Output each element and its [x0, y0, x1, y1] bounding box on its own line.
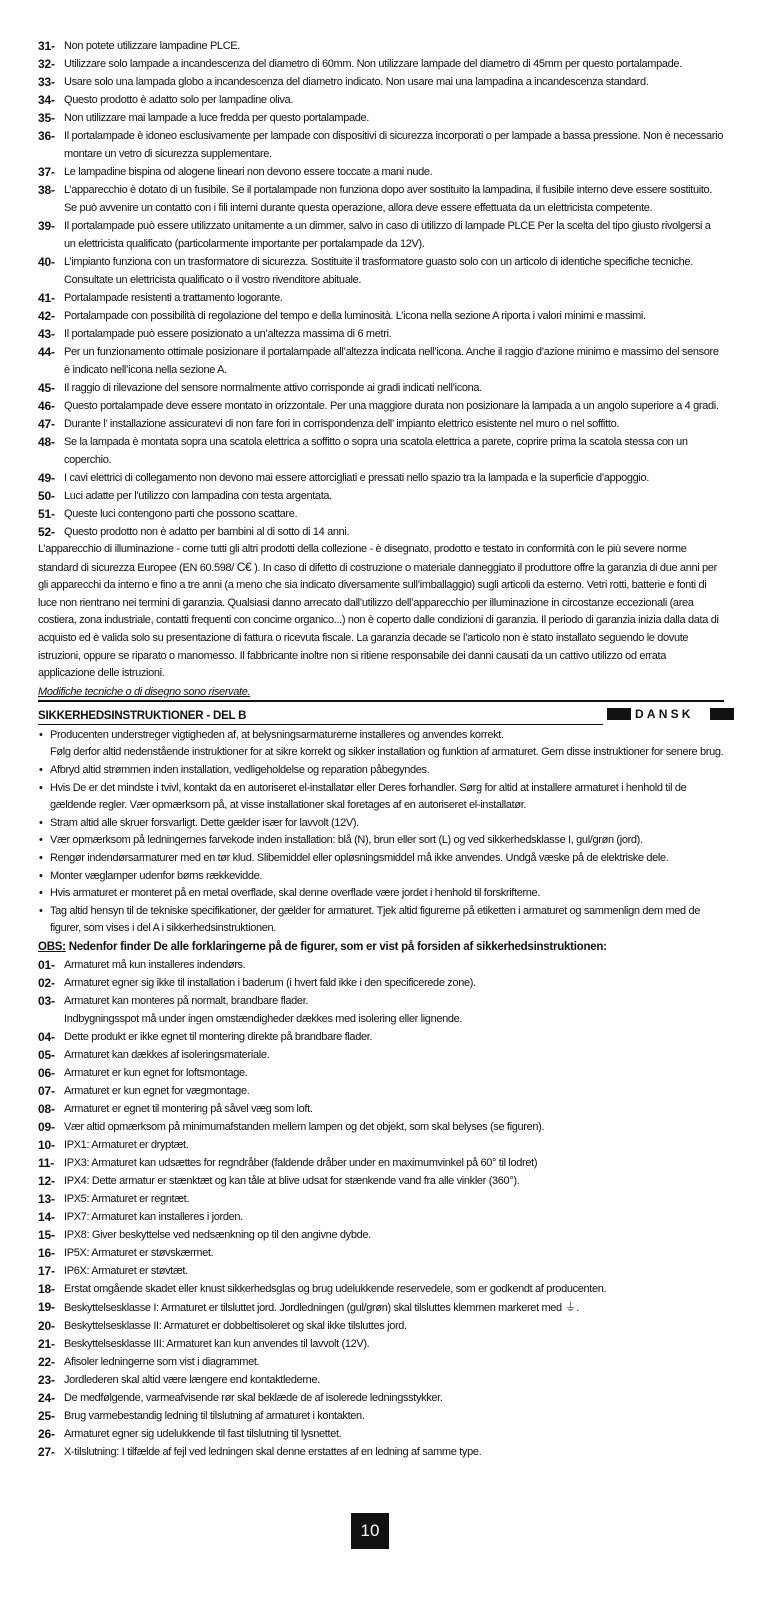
bullet-icon: •: [39, 904, 43, 917]
bullet-text: Afbryd altid strømmen inden installation, vedligeholdelse og reparation påbegyndes.: [50, 763, 430, 776]
list-item: [38, 73, 724, 91]
bullet-icon: •: [39, 887, 43, 900]
section-title: SIKKERHEDSINSTRUKTIONER - DEL B: [38, 708, 603, 725]
list-item: [38, 1389, 724, 1407]
danish-section-header: [38, 705, 724, 727]
item-text: Erstat omgående skadet eller knust sikkerhedsglas og brug udelukkende reservedele, som er godkendt af producenten.: [64, 1282, 607, 1295]
item-text: IPX4: Dette armatur er stænktæt og kan tåle at blive udsat for stænkende vand fra alle vinkler (360°).: [64, 1174, 520, 1187]
item-text: Durante l’ installazione assicuratevi di non fare fori in corrispondenza dell’ impianto elettrico esistente nel muro o nel soffitto.: [64, 418, 620, 430]
bullet-item: [38, 850, 724, 868]
list-item: [38, 1100, 724, 1118]
list-item: [38, 379, 724, 397]
bullet-text: Hvis De er det mindste i tvivl, kontakt da en autoriseret el-installatør eller Deres forhandler. Sørg for altid at installere armaturet i henhold til de gældende regler. Vær opmærksom på, at visse installationer skal foretages af en autoriseret el-installatør.: [50, 781, 687, 812]
item-number: 01-: [38, 957, 55, 972]
item-number: 03-: [38, 993, 55, 1008]
item-text: Dette produkt er ikke egnet til montering direkte på brandbare flader.: [64, 1030, 373, 1043]
list-item: [38, 55, 724, 73]
list-item: [38, 307, 724, 325]
list-item: [38, 325, 724, 343]
list-item: [38, 1190, 724, 1208]
list-item: [38, 1082, 724, 1100]
list-item: [38, 163, 724, 181]
list-item: [38, 91, 724, 109]
item-number: 18-: [38, 1281, 55, 1296]
item-number: 14-: [38, 1209, 55, 1224]
item-text: Il portalampade può essere utilizzato unitamente a un dimmer, salvo in caso di utilizzo di lampade PLCE Per la scelta del tipo giusto rivolgersi a un elettricista qualificato (particolarmente importante per portalampade da 12V).: [64, 220, 711, 250]
item-number: 33-: [38, 75, 55, 89]
item-number: 10-: [38, 1137, 55, 1152]
item-number: 07-: [38, 1083, 55, 1098]
list-item: [38, 1226, 724, 1244]
item-text: Il portalampade può essere posizionato a un’altezza massima di 6 metri.: [64, 328, 392, 340]
item-text: X-tilslutning: I tilfælde af fejl ved ledningen skal denne erstattes af en ledning af samme type.: [64, 1445, 482, 1458]
item-number: 06-: [38, 1065, 55, 1080]
bullet-text: Vær opmærksom på ledningernes farvekode inden installation: blå (N), brun eller sort (L) og ved sikkerhedsklasse I, gul/grøn (jord).: [50, 834, 643, 847]
list-item: [38, 956, 724, 974]
list-item: [38, 1118, 724, 1136]
item-number: 04-: [38, 1029, 55, 1044]
item-number: 13-: [38, 1191, 55, 1206]
list-item: [38, 992, 724, 1028]
list-item: [38, 1443, 724, 1461]
item-text: IPX8: Giver beskyttelse ved nedsænkning op til den angivne dybde.: [64, 1228, 371, 1241]
item-number: 42-: [38, 309, 55, 323]
bullet-item: [38, 815, 724, 833]
item-number: 31-: [38, 39, 55, 53]
item-text: IPX5: Armaturet er regntæt.: [64, 1192, 190, 1205]
bullet-item: [38, 727, 724, 762]
item-text: Questo prodotto è adatto solo per lampadine oliva.: [64, 94, 293, 106]
item-number: 26-: [38, 1426, 55, 1441]
item-text: Questo portalampade deve essere montato in orizzontale. Per una maggiore durata non posizionare la lampada a un angolo superiore a 4 gradi.: [64, 400, 719, 412]
item-number: 51-: [38, 507, 55, 521]
bullet-icon: •: [39, 816, 43, 829]
item-text: IP5X: Armaturet er støvskærmet.: [64, 1246, 214, 1259]
obs-text: Nedenfor finder De alle forklaringerne på de figurer, som er vist på forsiden af sikkerhedsinstruktionen:: [65, 940, 607, 953]
bullet-item: [38, 762, 724, 780]
list-item: [38, 1371, 724, 1389]
bullet-item: [38, 832, 724, 850]
item-number: 43-: [38, 327, 55, 341]
item-text: Jordlederen skal altid være længere end kontaktlederne.: [64, 1373, 320, 1386]
item-text: Il portalampade è idoneo esclusivamente per lampade con dispositivi di sicurezza incorporati o per lampade a bassa pressione. Non è necessario montare un vetro di sicurezza supplementare.: [64, 130, 723, 160]
item-text: Non potete utilizzare lampadine PLCE.: [64, 40, 240, 52]
list-item: [38, 505, 724, 523]
item-text: Armaturet kan monteres på normalt, brandbare flader.: [64, 994, 309, 1007]
list-item: [38, 1064, 724, 1082]
list-item: [38, 469, 724, 487]
bullet-text: Hvis armaturet er monteret på en metal overflade, skal denne overflade være jordet i henhold til forskrifterne.: [50, 887, 541, 900]
modifications-note: Modifiche tecniche o di disegno sono riservate.: [38, 685, 251, 698]
list-item: [38, 1046, 724, 1064]
item-number: 47-: [38, 417, 55, 431]
item-number: 12-: [38, 1173, 55, 1188]
list-item: [38, 433, 724, 469]
item-text: Armaturet kan dækkes af isoleringsmateriale.: [64, 1048, 270, 1061]
item-text: IPX1: Armaturet er dryptæt.: [64, 1138, 189, 1151]
item-text: Queste luci contengono parti che possono scattare.: [64, 508, 298, 520]
item-text: Beskyttelsesklasse I: Armaturet er tilsluttet jord. Jordledningen (gul/grøn) skal tilsluttes klemmen markeret med: [64, 1301, 562, 1314]
bullet-text: Stram altid alle skruer forsvarligt. Dette gælder især for lavvolt (12V).: [50, 816, 359, 829]
item-text: IPX3: Armaturet kan udsættes for regndråber (faldende dråber under en maximumvinkel på 60° til lodret): [64, 1156, 538, 1169]
item-number: 20-: [38, 1318, 55, 1333]
item-number: 25-: [38, 1408, 55, 1423]
item-number: 41-: [38, 291, 55, 305]
bullet-item: [38, 780, 724, 815]
item-number: 16-: [38, 1245, 55, 1260]
list-item: [38, 217, 724, 253]
language-bar-right: [710, 708, 734, 720]
item-text: L’impianto funziona con un trasformatore di sicurezza. Sostituite il trasformatore guasto solo con un articolo di identiche specifiche tecniche. Consultate un elettricista qualificato o il vostro rivenditore abituale.: [64, 256, 693, 286]
item-text: Armaturet egner sig udelukkende til fast tilslutning til lysnettet.: [64, 1427, 342, 1440]
list-item: [38, 1317, 724, 1335]
warranty-text-start: L’apparecchio di illuminazione - come tutti gli altri prodotti della collezione - è disegnato, prodotto e testato in conformità con le più severe norme standard di sicurezza Europee (EN 60.598/: [38, 543, 687, 574]
list-item: [38, 974, 724, 992]
item-number: 38-: [38, 183, 55, 197]
item-number: 37-: [38, 165, 55, 179]
bullet-text: Monter væglamper udenfor børns rækkevidde.: [50, 869, 263, 882]
item-number: 45-: [38, 381, 55, 395]
item-number: 17-: [38, 1263, 55, 1278]
item-text: Portalampade con possibilità di regolazione del tempo e della luminosità. L’icona nella sezione A riporta i valori minimi e massimi.: [64, 310, 646, 322]
item-number: 08-: [38, 1101, 55, 1116]
obs-note: [38, 938, 724, 956]
item-number: 40-: [38, 255, 55, 269]
danish-numbered-list: [38, 956, 724, 1461]
bullet-text: Rengør indendørsarmaturer med en tør klud. Slibemiddel eller opløsningsmiddel må ikke anvendes. Undgå væske på de elektriske dele.: [50, 851, 669, 864]
item-text: L’apparecchio è dotato di un fusibile. Se il portalampade non funziona dopo aver sostituito la lampadina, il fusibile interno deve essere sostituito. Se può avvenire un contatto con i fili interni durante questa operazione, allora deve essere effettuata da un elettricista competente.: [64, 184, 713, 214]
item-text: Se la lampada è montata sopra una scatola elettrica a soffitto o sopra una scatola elettrica a parete, coprire prima la scatola stessa con un coperchio.: [64, 436, 688, 466]
bullet-icon: •: [39, 728, 43, 741]
item-number: 50-: [38, 489, 55, 503]
item-text-cont: Indbygningsspot må under ingen omstændigheder dækkes med isolering eller lignende.: [64, 1012, 463, 1025]
bullet-icon: •: [39, 781, 43, 794]
bullet-item: [38, 868, 724, 886]
item-text: Beskyttelsesklasse III: Armaturet kan kun anvendes til lavvolt (12V).: [64, 1337, 370, 1350]
item-text: IP6X: Armaturet er støvtæt.: [64, 1264, 188, 1277]
item-number: 21-: [38, 1336, 55, 1351]
item-text: Armaturet er kun egnet for loftsmontage.: [64, 1066, 248, 1079]
document-page: [38, 37, 724, 1461]
list-item: [38, 253, 724, 289]
warranty-paragraph: [38, 541, 724, 683]
list-item: [38, 1136, 724, 1154]
item-text: Per un funzionamento ottimale posizionare il portalampade all’altezza indicata nell’icona. Anche il raggio d’azione minimo e massimo del sensore è indicato nell’icona nella sezione A.: [64, 346, 719, 376]
item-text: Beskyttelsesklasse II: Armaturet er dobbeltisoleret og skal ikke tilsluttes jord.: [64, 1319, 407, 1332]
bullet-icon: •: [39, 851, 43, 864]
list-item: [38, 1280, 724, 1298]
item-text: IPX7: Armaturet kan installeres i jorden.: [64, 1210, 243, 1223]
item-text: De medfølgende, varmeafvisende rør skal beklæde de af isolerede ledningsstykker.: [64, 1391, 443, 1404]
list-item: [38, 1407, 724, 1425]
list-item: [38, 127, 724, 163]
item-text: Non utilizzare mai lampade a luce fredda per questo portalampade.: [64, 112, 369, 124]
language-label: DANSK: [635, 706, 694, 721]
obs-label: OBS:: [38, 940, 66, 953]
item-number: 46-: [38, 399, 55, 413]
bullet-text: Tag altid hensyn til de tekniske specifikationer, der gælder for armaturet. Tjek altid figurerne på etiketten i armaturet og sammenlign dem med de figurer, som vises i del A i sikkerhedsinstruktionen.: [50, 904, 701, 935]
item-number: 02-: [38, 975, 55, 990]
bullet-item: [38, 885, 724, 903]
item-number: 52-: [38, 525, 55, 539]
list-item: [38, 1262, 724, 1280]
item-number: 22-: [38, 1354, 55, 1369]
item-text-end: .: [576, 1301, 579, 1314]
item-number: 23-: [38, 1372, 55, 1387]
item-text: Portalampade resistenti a trattamento logorante.: [64, 292, 283, 304]
item-number: 05-: [38, 1047, 55, 1062]
item-text: Vær altid opmærksom på minimumafstanden mellem lampen og det objekt, som skal belyses (se figuren).: [64, 1120, 545, 1133]
item-number: 34-: [38, 93, 55, 107]
bullet-text: Følg derfor altid nedenstående instruktioner for at sikre korrekt og sikker installation og funktion af armaturet. Gem disse instruktioner for senere brug.: [50, 746, 724, 759]
item-text: Usare solo una lampada globo a incandescenza del diametro indicato. Non usare mai una lampadina a incandescenza standard.: [64, 76, 649, 88]
list-item: [38, 343, 724, 379]
item-number: 48-: [38, 435, 55, 449]
bullet-text: Producenten understreger vigtigheden af, at belysningsarmaturerne installeres og anvendes korrekt.: [50, 728, 504, 741]
item-text: Utilizzare solo lampade a incandescenza del diametro di 60mm. Non utilizzare lampade del diametro di 45mm per questo portalampade.: [64, 58, 682, 70]
list-item: [38, 181, 724, 217]
item-number: 44-: [38, 345, 55, 359]
item-number: 39-: [38, 219, 55, 233]
item-number: 36-: [38, 129, 55, 143]
list-item: [38, 1298, 724, 1317]
item-text: Armaturet må kun installeres indendørs.: [64, 958, 246, 971]
list-item: [38, 1425, 724, 1443]
item-text: Afisoler ledningerne som vist i diagrammet.: [64, 1355, 260, 1368]
page-number: 10: [351, 1513, 389, 1549]
bullet-item: [38, 903, 724, 938]
item-text: Questo prodotto non è adatto per bambini al di sotto di 14 anni.: [64, 526, 350, 538]
list-item: [38, 37, 724, 55]
item-text: Armaturet er egnet til montering på såvel væg som loft.: [64, 1102, 313, 1115]
list-item: [38, 1154, 724, 1172]
list-item: [38, 1244, 724, 1262]
item-number: 09-: [38, 1119, 55, 1134]
item-number: 49-: [38, 471, 55, 485]
item-text: Il raggio di rilevazione del sensore normalmente attivo corrisponde ai gradi indicati nell’icona.: [64, 382, 482, 394]
list-item: [38, 289, 724, 307]
item-number: 15-: [38, 1227, 55, 1242]
list-item: [38, 1028, 724, 1046]
item-text: Luci adatte per l’utilizzo con lampadina con testa argentata.: [64, 490, 332, 502]
list-item: [38, 487, 724, 505]
list-item: [38, 1335, 724, 1353]
item-text: Brug varmebestandig ledning til tilslutning af armaturet i kontakten.: [64, 1409, 365, 1422]
list-item: [38, 1353, 724, 1371]
bullet-icon: •: [39, 763, 43, 776]
language-bar-left: [607, 708, 631, 720]
item-number: 32-: [38, 57, 55, 71]
item-number: 11-: [38, 1155, 55, 1170]
bullet-icon: •: [39, 869, 43, 882]
item-number: 24-: [38, 1390, 55, 1405]
ce-mark-icon: C€: [236, 559, 252, 574]
list-item: [38, 1172, 724, 1190]
list-item: [38, 523, 724, 541]
item-number: 35-: [38, 111, 55, 125]
item-number: 27-: [38, 1444, 55, 1459]
item-text: Le lampadine bispina od alogene lineari non devono essere toccate a mani nude.: [64, 166, 433, 178]
danish-bullet-list: [38, 727, 724, 938]
list-item: [38, 109, 724, 127]
list-item: [38, 415, 724, 433]
bullet-icon: •: [39, 834, 43, 847]
list-item: [38, 1208, 724, 1226]
item-text: Armaturet egner sig ikke til installation i baderum (i hvert fald ikke i den specificerede zone).: [64, 976, 476, 989]
item-text: I cavi elettrici di collegamento non devono mai essere attorcigliati e pressati nello spazio tra la lampada e la superficie d’appoggio.: [64, 472, 649, 484]
italian-numbered-list: [38, 37, 724, 541]
item-number: 19-: [38, 1299, 55, 1314]
warranty-text-end: ). In caso di difetto di costruzione o materiale danneggiato il produttore offre la garanzia di due anni per gli apparecchi da interno e fino a tre anni (a meno che sia indicato diversamente sull’imballaggio) sugli articoli da esterno. Vetri rotti, batterie e fonti di luce non rientrano nei termini di garanzia. Qualsiasi danno arrecato dall’utilizzo dell’apparecchio per illuminazione in circostanze eccezionali (area costiera, zona industriale, contatti frequenti con concime organico...) non è coperto dalle condizioni di garanzia. Il periodo di garanzia inizia dalla data di acquisto ed è valida solo su presentazione di fattura o ricevuta fiscale. La garanzia decade se l’articolo non è stato installato seguendo le dovute istruzioni, oppure se riparato o manomesso. Il fabbricante inoltre non si ritiene responsabile dei danni causati da un cattivo utilizzo od errata applicazione delle istruzioni.: [38, 561, 719, 680]
list-item: [38, 397, 724, 415]
ground-symbol-icon: ⏚: [564, 1299, 577, 1314]
item-text: Armaturet er kun egnet for vægmontage.: [64, 1084, 250, 1097]
